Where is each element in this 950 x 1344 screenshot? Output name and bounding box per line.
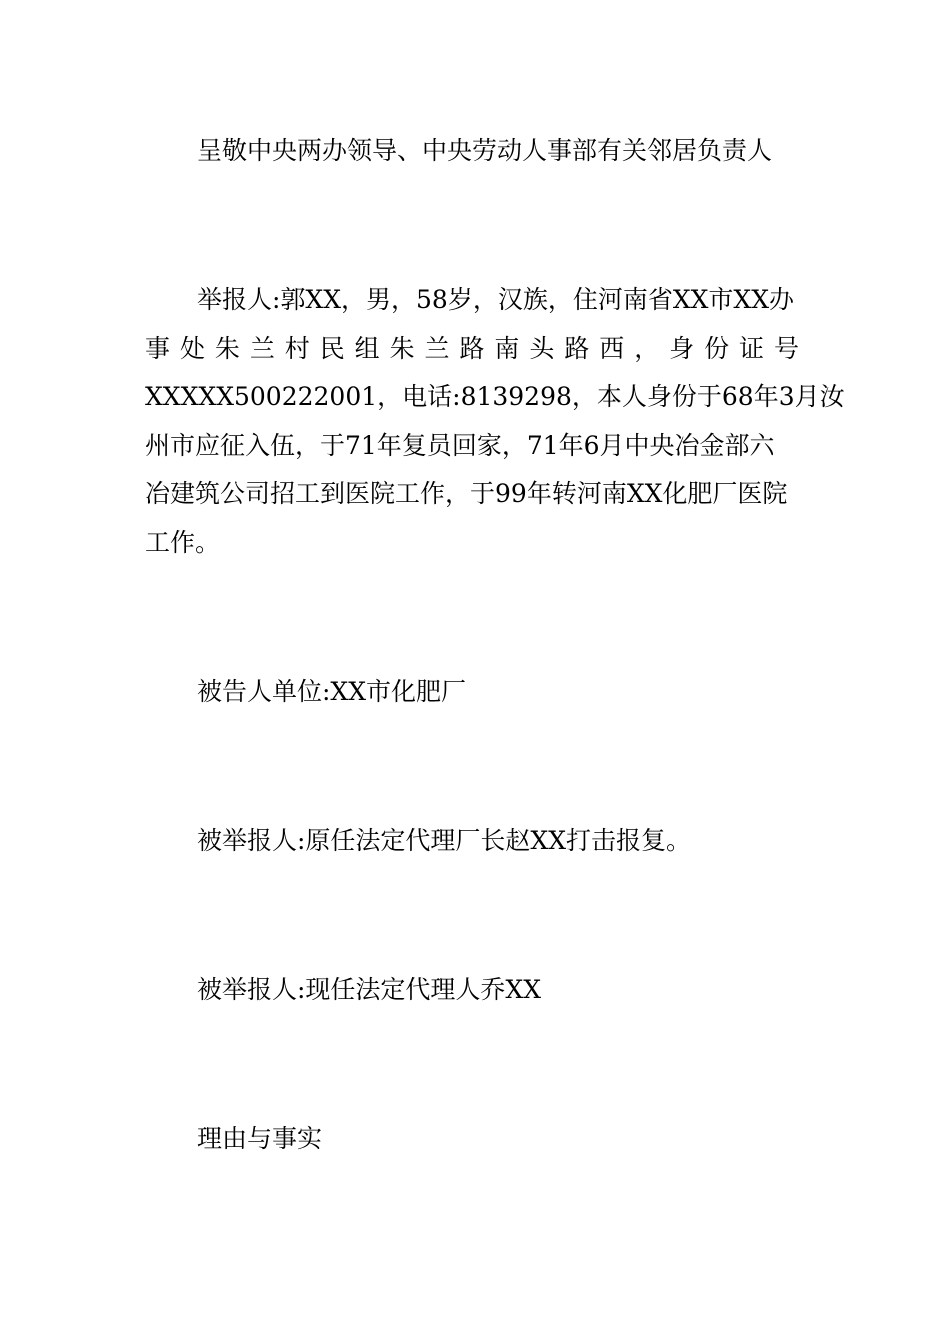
salutation-line: 呈敬中央两办领导、中央劳动人事部有关邻居负责人: [197, 136, 773, 165]
reporter-line-4: 州市应征入伍，于71年复员回家，71年6月中央冶金部六: [145, 431, 775, 460]
reporter-line-5: 冶建筑公司招工到医院工作，于99年转河南XX化肥厂医院: [145, 479, 788, 508]
reporter-line-6: 工作。: [145, 528, 221, 557]
accused-line-2: 被举报人:现任法定代理人乔XX: [197, 975, 542, 1004]
reporter-line-3: XXXXX500222001，电话:8139298，本人身份于68年3月汝: [145, 382, 845, 411]
section-heading: 理由与事实: [197, 1124, 323, 1153]
accused-line-1: 被举报人:原任法定代理厂长赵XX打击报复。: [197, 826, 692, 855]
defendant-unit-line: 被告人单位:XX市化肥厂: [197, 677, 467, 706]
reporter-line-2: 事处朱兰村民组朱兰路南头路西，身份证号: [145, 334, 807, 363]
reporter-line-1: 举报人:郭XX，男，58岁，汉族，住河南省XX市XX办: [197, 285, 795, 314]
